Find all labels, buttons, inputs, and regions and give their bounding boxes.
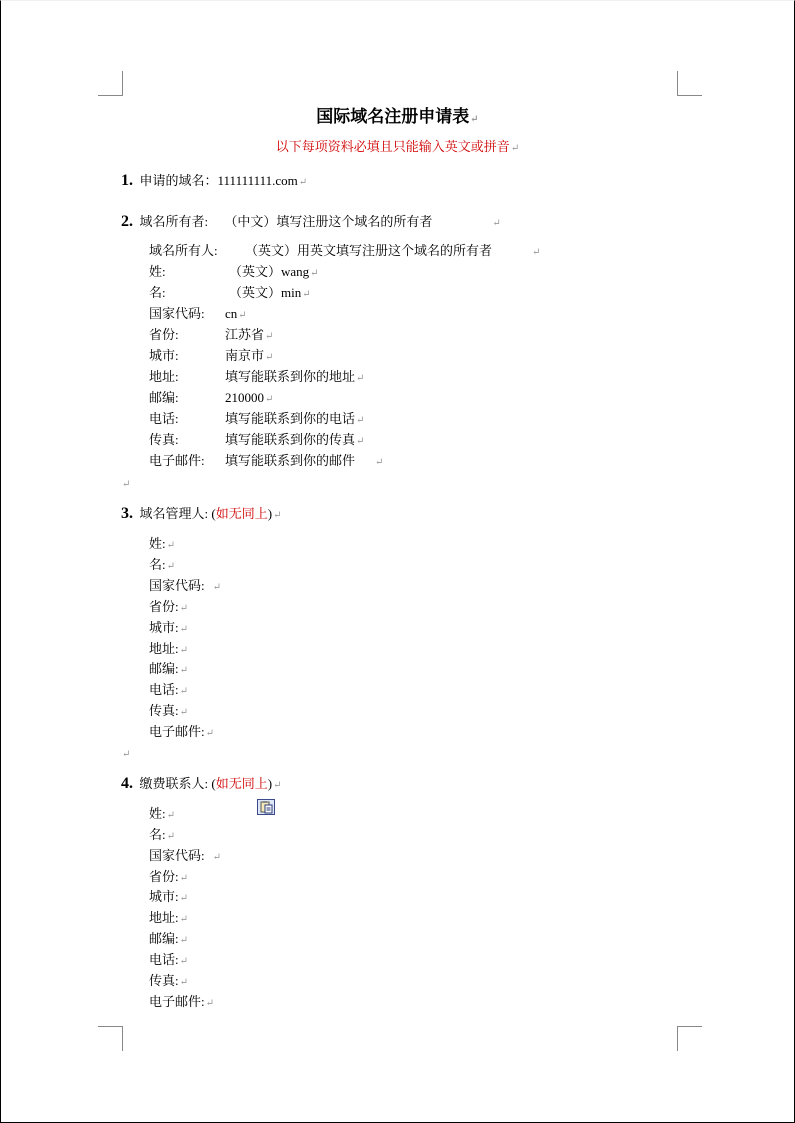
paragraph-mark: ↵ [356, 415, 365, 426]
owner-row [149, 411, 364, 429]
admin-row [149, 557, 175, 575]
field-label: 城市: [149, 620, 179, 635]
paragraph-mark: ↵ [298, 177, 308, 188]
margin-corner-top-right [677, 71, 702, 96]
field-label: 地址: [149, 369, 179, 384]
field-value: （英文）wang [229, 264, 310, 279]
paragraph-mark: ↵ [212, 852, 222, 863]
paragraph-mark: ↵ [166, 831, 176, 842]
owner-row [149, 348, 273, 366]
field-label: 名: [149, 557, 166, 572]
field-value: 填写能联系到你的电话 [225, 411, 356, 426]
field-label: 姓: [149, 536, 166, 551]
close-paren: ) [267, 506, 273, 521]
field-label: 地址: [149, 641, 179, 656]
billing-row [149, 889, 188, 907]
billing-row [149, 931, 188, 949]
owner-row [149, 243, 540, 261]
owner-row [149, 327, 273, 345]
field-label: 电子邮件: [149, 994, 205, 1009]
paragraph-mark: ↵ [532, 247, 541, 258]
field-value: （英文）用英文填写注册这个域名的所有者 [245, 243, 493, 258]
field-label: 电话: [149, 411, 179, 426]
section-number: 2. [121, 213, 133, 230]
owner-row [149, 306, 247, 324]
field-label: 城市: [149, 348, 179, 363]
paragraph-mark: ↵ [302, 289, 311, 300]
billing-row [149, 806, 175, 824]
paragraph-mark: ↵ [356, 373, 365, 384]
owner-row [149, 264, 319, 282]
billing-label: 缴费联系人: ( [139, 776, 216, 791]
paragraph-mark: ↵ [166, 540, 176, 551]
admin-row [149, 703, 188, 721]
field-value: 填写能联系到你的地址 [225, 369, 356, 384]
admin-row [149, 536, 175, 554]
billing-row [149, 910, 188, 928]
owner-row [149, 432, 364, 450]
admin-row [149, 661, 188, 679]
paragraph-mark: ↵ [179, 645, 189, 656]
field-label: 传真: [149, 973, 179, 988]
paragraph-mark: ↵ [310, 268, 319, 279]
paragraph-mark: ↵ [179, 893, 189, 904]
document-title: 国际域名注册申请表↵ [316, 107, 479, 126]
document-subtitle: 以下每项资料必填且只能输入英文或拼音↵ [275, 139, 520, 154]
field-label: 传真: [149, 703, 179, 718]
billing-row [149, 973, 188, 991]
field-label: 电话: [149, 682, 179, 697]
field-label: 地址: [149, 910, 179, 925]
field-label: 城市: [149, 889, 179, 904]
paragraph-mark: ↵ [510, 143, 520, 154]
owner-row [149, 369, 364, 387]
paragraph-mark: ↵ [265, 331, 274, 342]
section-number: 3. [121, 505, 133, 522]
field-value: （英文）min [229, 285, 302, 300]
paragraph-mark: ↵ [179, 707, 189, 718]
field-label: 省份: [149, 599, 179, 614]
admin-row [149, 724, 214, 742]
owner-cn-label: 域名所有者: [139, 214, 209, 229]
paragraph-mark: ↵ [179, 665, 189, 676]
paragraph-mark: ↵ [212, 582, 222, 593]
paragraph-mark: ↵ [238, 310, 247, 321]
field-value: 210000 [225, 390, 264, 405]
paragraph-mark: ↵ [179, 624, 189, 635]
domain-label: 申请的域名： [139, 173, 218, 188]
owner-row [149, 285, 311, 303]
admin-row [149, 599, 188, 617]
admin-row [149, 578, 221, 596]
domain-value: 111111111.com [217, 173, 298, 188]
field-label: 电子邮件: [149, 724, 205, 739]
same-as-above-note: 如无同上 [215, 776, 268, 791]
field-label: 邮编: [149, 661, 179, 676]
owner-row [149, 453, 383, 471]
field-label: 传真: [149, 432, 179, 447]
section-number: 4. [121, 775, 133, 792]
billing-row [149, 848, 221, 866]
paragraph-mark: ↵ [265, 394, 274, 405]
close-paren: ) [267, 776, 273, 791]
paragraph-mark: ↵ [122, 749, 131, 760]
field-label: 姓: [149, 264, 166, 279]
field-value: 填写能联系到你的传真 [225, 432, 356, 447]
owner-row [149, 390, 273, 408]
paragraph-mark: ↵ [356, 436, 365, 447]
clipboard-icon [258, 800, 274, 814]
paragraph-mark: ↵ [122, 479, 131, 490]
field-label: 姓: [149, 806, 166, 821]
paragraph-mark: ↵ [273, 780, 282, 791]
paragraph-mark: ↵ [179, 956, 189, 967]
paragraph-mark: ↵ [179, 977, 189, 988]
paragraph-mark: ↵ [205, 728, 215, 739]
field-label: 国家代码: [149, 306, 205, 321]
field-label: 国家代码: [149, 578, 205, 593]
section-2-owner [121, 214, 501, 232]
margin-corner-top-left [98, 71, 123, 96]
field-label: 域名所有人: [149, 243, 218, 258]
same-as-above-note: 如无同上 [215, 506, 268, 521]
margin-corner-bottom-left [98, 1026, 123, 1051]
field-label: 名: [149, 285, 166, 300]
field-label: 邮编: [149, 390, 179, 405]
field-label: 电话: [149, 952, 179, 967]
paste-options-icon[interactable] [257, 799, 275, 815]
section-3-admin [121, 506, 281, 524]
paragraph-mark: ↵ [166, 810, 176, 821]
billing-row [149, 994, 214, 1012]
billing-row [149, 869, 188, 887]
field-value: 填写能联系到你的邮件 [225, 453, 356, 468]
paragraph-mark: ↵ [179, 914, 189, 925]
owner-cn-value: （中文）填写注册这个域名的所有者 [224, 214, 433, 229]
billing-row [149, 952, 188, 970]
admin-row [149, 682, 188, 700]
field-label: 省份: [149, 869, 179, 884]
margin-corner-bottom-right [677, 1026, 702, 1051]
paragraph-mark: ↵ [470, 114, 479, 125]
section-4-billing [121, 776, 281, 794]
paragraph-mark: ↵ [179, 935, 189, 946]
field-value: 江苏省 [225, 327, 265, 342]
section-1-domain [121, 173, 307, 191]
field-label: 省份: [149, 327, 179, 342]
paragraph-mark: ↵ [179, 873, 189, 884]
paragraph-mark: ↵ [179, 686, 189, 697]
field-value: cn [225, 306, 238, 321]
paragraph-mark: ↵ [166, 561, 176, 572]
paragraph-mark: ↵ [273, 510, 282, 521]
paragraph-mark: ↵ [179, 603, 189, 614]
field-label: 邮编: [149, 931, 179, 946]
paragraph-mark: ↵ [492, 218, 501, 229]
admin-row [149, 620, 188, 638]
admin-row [149, 641, 188, 659]
admin-label: 域名管理人: ( [139, 506, 216, 521]
empty-paragraph [121, 745, 130, 763]
field-label: 名: [149, 827, 166, 842]
section-number: 1. [121, 172, 133, 189]
paragraph-mark: ↵ [205, 998, 215, 1009]
empty-paragraph [121, 475, 130, 493]
field-label: 国家代码: [149, 848, 205, 863]
paragraph-mark: ↵ [265, 352, 274, 363]
field-label: 电子邮件: [149, 453, 205, 468]
billing-row [149, 827, 175, 845]
paragraph-mark: ↵ [375, 457, 384, 468]
field-value: 南京市 [225, 348, 265, 363]
